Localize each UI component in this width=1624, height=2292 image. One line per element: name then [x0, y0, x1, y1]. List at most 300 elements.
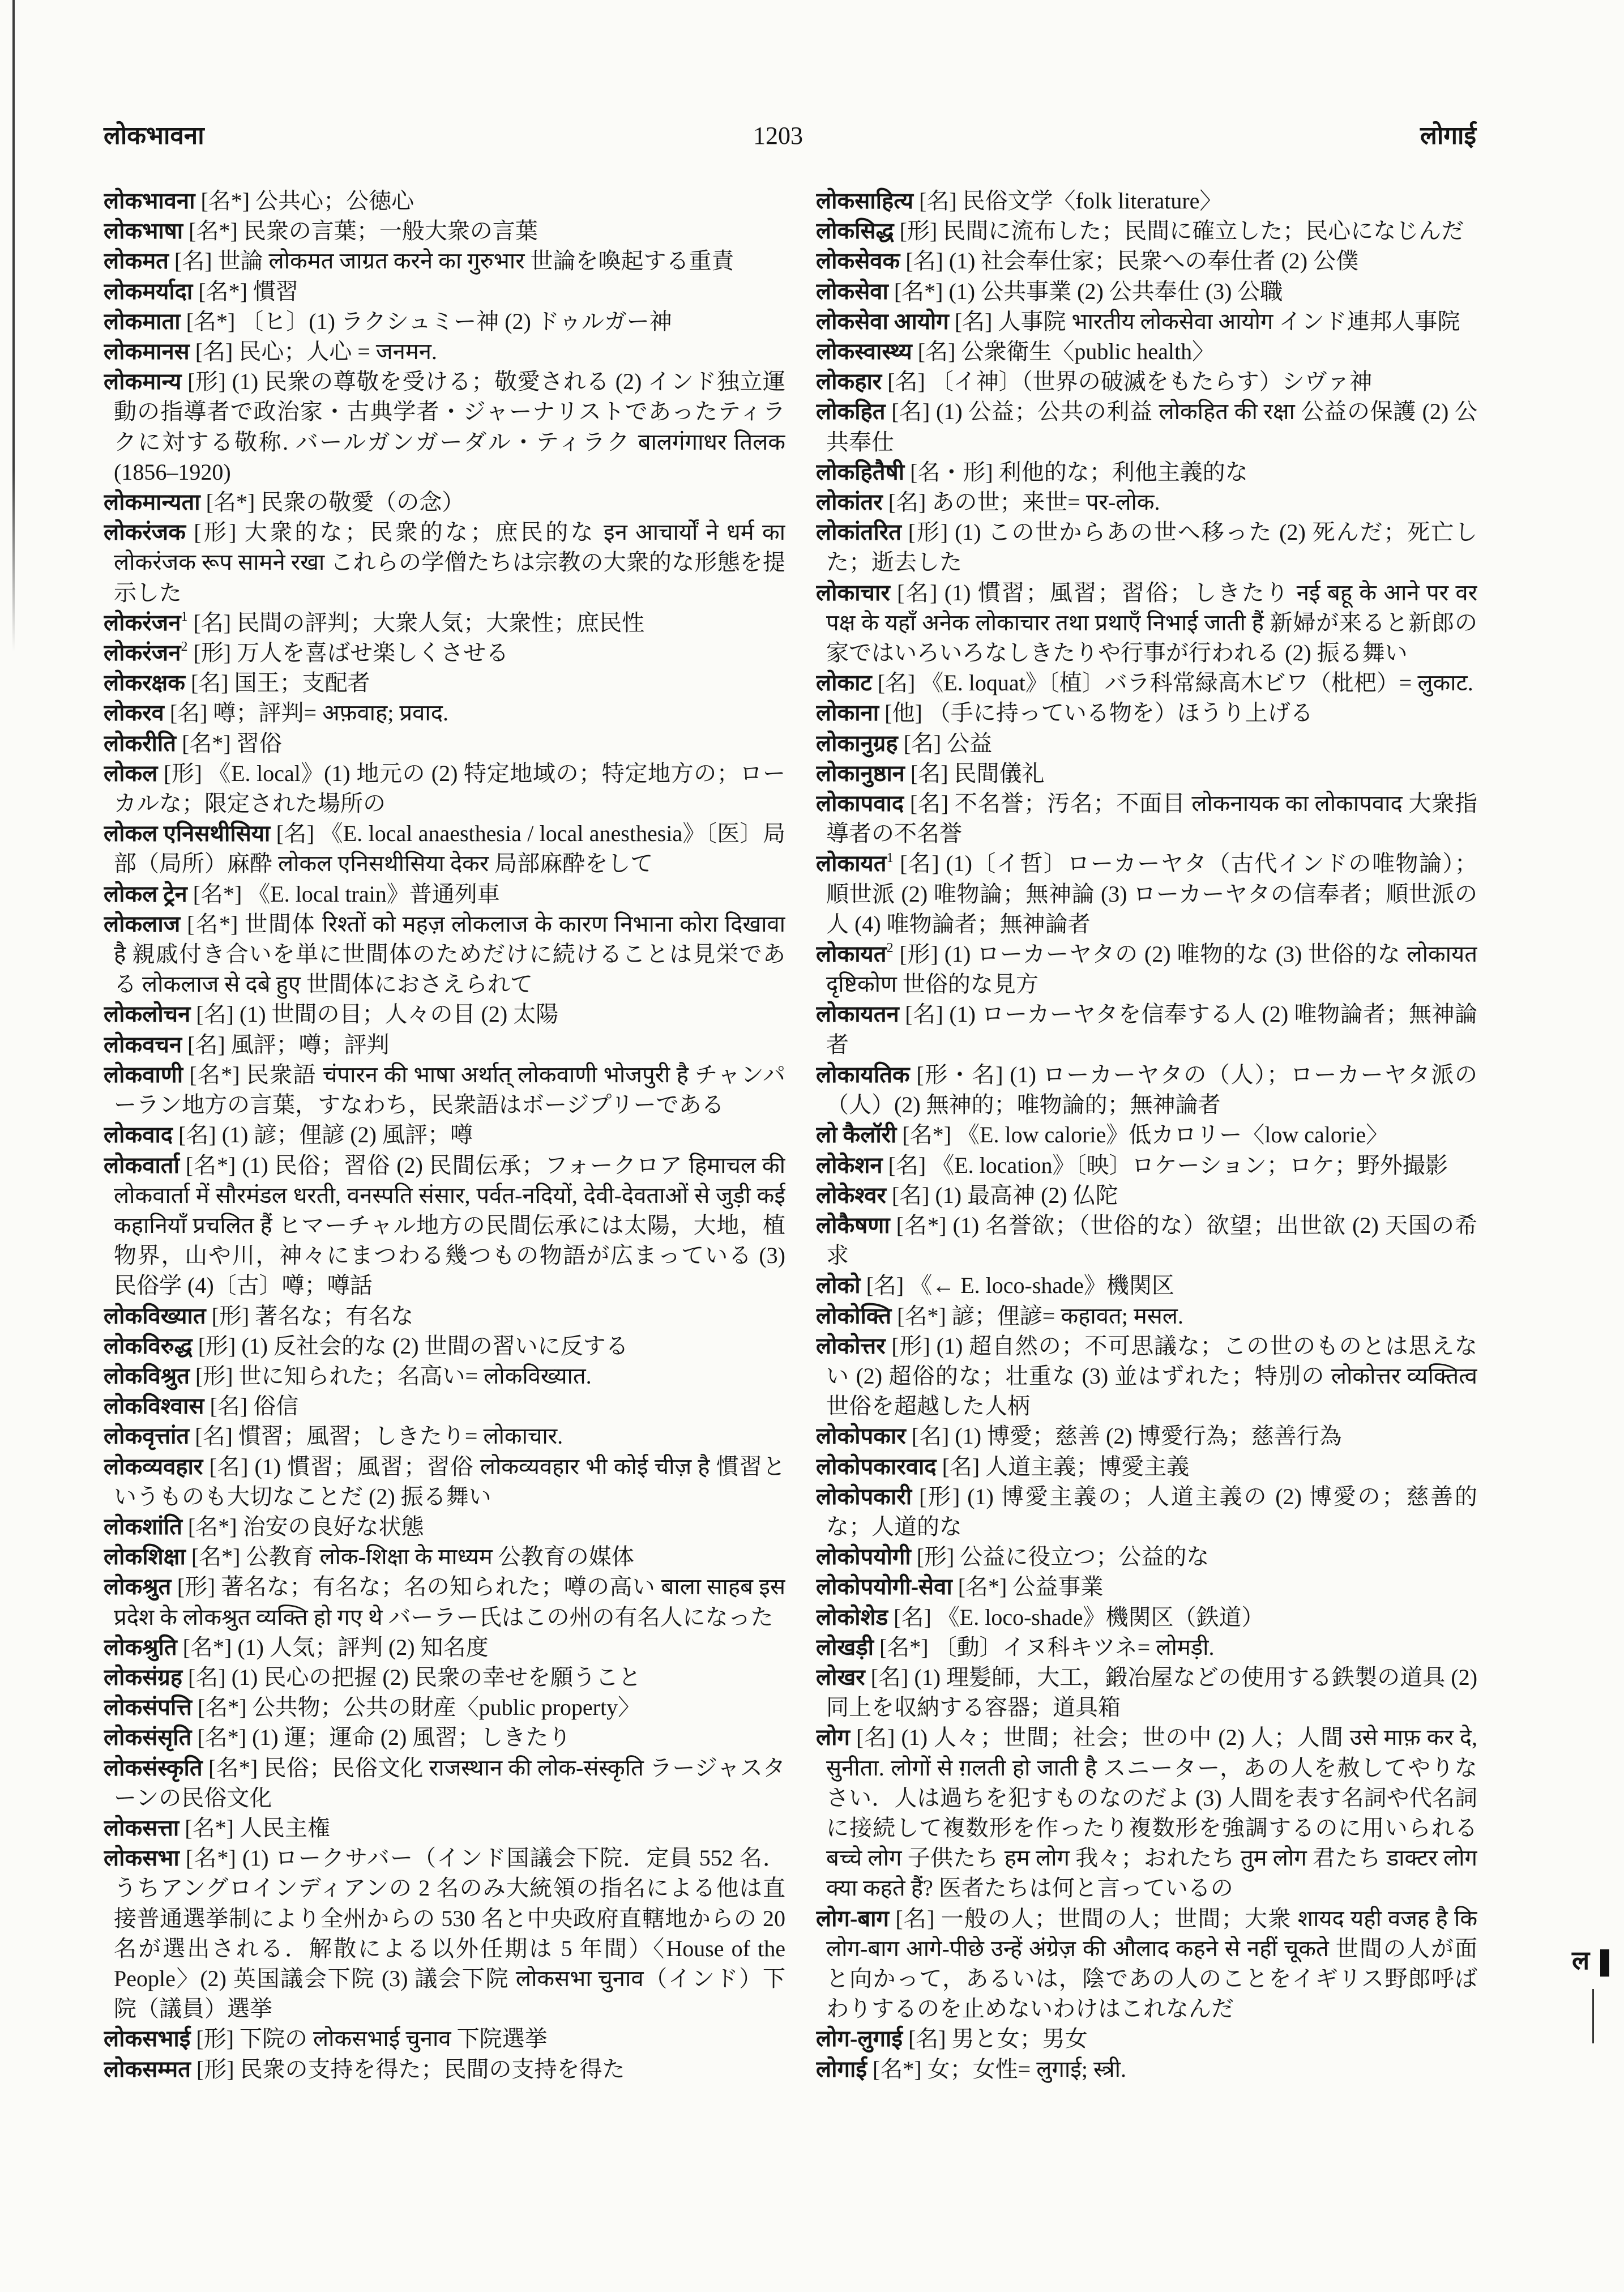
entry-headword: लोकसम्मत [104, 2056, 191, 2082]
dictionary-entry [816, 1120, 1477, 1150]
entry-headword: लोकसभा [104, 1845, 180, 1871]
entry-definition: (1) 諺；俚諺 (2) 風評；噂 [221, 1122, 473, 1148]
dictionary-entry [104, 668, 785, 698]
entry-definition: 世間体 रिश्तों को महज़ लोकलाज के कारण निभाना कोरा दिखावा है 親戚付き合いを単に世間体のためだけに続けることは見栄である लोकलाज से दबे हुए 世間体におさえられて [114, 911, 785, 997]
entry-definition: 世に知られた；名高い= लोकविख्यात. [238, 1363, 592, 1389]
entry-definition: 民衆語 चंपारन की भाषा अर्थात् लोकवाणी भोजपुरी है チャンパーラン地方の言葉，すなわち，民衆語はボージプリーである [114, 1061, 785, 1118]
part-of-speech: [名] [877, 670, 916, 696]
thumb-index-bar [1600, 1949, 1609, 1977]
entry-definition: (1) ローカーヤタの（人）；ローカーヤタ派の（人）(2) 無神的；唯物論的；無神論者 [826, 1061, 1477, 1118]
part-of-speech: [名] [178, 1122, 216, 1148]
entry-headword: लोग [816, 1725, 850, 1751]
part-of-speech: [名*] [187, 911, 238, 937]
entry-headword: लोकभावना [104, 188, 195, 214]
part-of-speech: [名・形] [910, 459, 993, 485]
entry-definition: (1) 公共事業 (2) 公共奉仕 (3) 公職 [948, 278, 1283, 304]
part-of-speech: [名] [888, 1152, 926, 1178]
dictionary-entry [816, 517, 1477, 577]
entry-headword: लोकोपयोगी-सेवा [816, 1574, 952, 1600]
first-guide-word: लोकभावना [104, 122, 204, 150]
entry-definition: 俗信 [253, 1393, 299, 1419]
dictionary-entry [104, 1843, 785, 2024]
part-of-speech: [名*] [187, 1513, 237, 1539]
dictionary-entry [816, 276, 1477, 306]
entry-definition: (1)〔イ哲〕ローカーヤタ（古代インドの唯物論）；順世派 (2) 唯物論；無神論 (3) ローカーヤタの信奉者；順世派の人 (4) 唯物論者；無神論者 [826, 851, 1477, 937]
entry-definition: 《E. local train》普通列車 [247, 881, 500, 907]
entry-headword: लोकसत्ता [104, 1815, 180, 1841]
part-of-speech: [名*] [186, 308, 236, 334]
part-of-speech: [形] [177, 1574, 216, 1600]
entry-headword: लोगाई [816, 2056, 867, 2082]
dictionary-entry [816, 1452, 1477, 1482]
entry-headword: लोकोपकारी [816, 1483, 912, 1509]
entry-definition: 《E. local》(1) 地元の (2) 特定地域の；特定地方の；ローカルな；限定された場所の [114, 760, 785, 817]
dictionary-entry [104, 336, 785, 366]
entry-definition: 著名な；有名な；名の知られた；噂の高い बाला साहब इस प्रदेश के लोकश्रुत व्यक्ति हो गए थे バーラー氏はこの州の有名人になった [114, 1574, 785, 1630]
part-of-speech: [名] [891, 1182, 930, 1208]
dictionary-entry [104, 879, 785, 909]
part-of-speech: [形] [916, 1544, 955, 1570]
dictionary-entry [816, 939, 1477, 999]
dictionary-entry [816, 2054, 1477, 2084]
dictionary-entry [816, 758, 1477, 788]
part-of-speech: [名*] [902, 1122, 952, 1148]
part-of-speech: [名*] [896, 1212, 947, 1238]
dictionary-entry [104, 366, 785, 487]
entry-headword: लोकोपकार [816, 1423, 906, 1449]
dictionary-entry [104, 728, 785, 758]
part-of-speech: [名] [909, 791, 949, 817]
entry-definition: (1) 博愛；慈善 (2) 博愛行為；慈善行為 [955, 1423, 1342, 1449]
part-of-speech: [形] [899, 218, 938, 244]
entry-headword: लोकसभाई [104, 2026, 191, 2052]
entry-headword: लोकशांति [104, 1513, 182, 1539]
dictionary-entry [816, 578, 1477, 668]
dictionary-entry [104, 186, 785, 216]
entry-headword: लोकसंसृति [104, 1725, 192, 1751]
entry-headword: लोकविख्यात [104, 1303, 206, 1329]
dictionary-entry [816, 306, 1477, 336]
part-of-speech: [名] [195, 1423, 233, 1449]
dictionary-entry [816, 788, 1477, 848]
dictionary-entry [816, 2024, 1477, 2054]
dictionary-entry [104, 246, 785, 276]
entry-headword: लोकहितैषी [816, 459, 905, 485]
homograph-number: 1 [886, 850, 894, 865]
entry-definition: あの世；来世= पर-लोक. [931, 489, 1160, 515]
dictionary-entry [104, 1542, 785, 1572]
entry-definition: 慣習 [253, 278, 298, 304]
entry-definition: 人事院 भारतीय लोकसेवा आयोग インド連邦人事院 [998, 308, 1460, 334]
entry-definition: (1) 民俗；習俗 (2) 民間伝承；フォークロア हिमाचल की लोकवार्ता में सौरमंडल धरती, वनस्पति संसार, पर्वत-नदियों, देवी-देवताओं से जुड़ी कई कहानियाँ प्रचलित हैं ヒマーチャル地方の民間伝承には太陽，大地，植物界，山や川，神々にまつわる幾つもの物語が広まっている (3) 民俗学 (4)〔古〕噂；噂話 [114, 1152, 785, 1299]
dictionary-entry [104, 909, 785, 1000]
entry-headword: लोकरंजक [104, 519, 186, 545]
entry-headword: लोकवाणी [104, 1061, 183, 1087]
entry-headword: लोकहार [816, 369, 882, 395]
entry-definition: 人民主権 [239, 1815, 330, 1841]
dictionary-entry [104, 2024, 785, 2054]
part-of-speech: [名*] [894, 278, 943, 304]
dictionary-entry [816, 728, 1477, 758]
part-of-speech: [名*] [206, 489, 255, 515]
part-of-speech: [名] [169, 700, 208, 726]
part-of-speech: [名] [187, 1031, 225, 1057]
entry-headword: लोकसंस्कृति [104, 1755, 203, 1781]
dictionary-entry [104, 999, 785, 1029]
dictionary-entry [816, 848, 1477, 939]
dictionary-entry [816, 487, 1477, 517]
entry-headword: लोकैषणा [816, 1212, 890, 1238]
entry-headword: लोकस्वास्थ्य [816, 339, 912, 365]
entry-definition: 《E. loco-shade》機関区（鉄道） [937, 1604, 1264, 1630]
entry-definition: (1) 公益；公共の利益 लोकहित की रक्षा 公益の保護 (2) 公共奉仕 [826, 399, 1477, 455]
entry-headword: लोखड़ी [816, 1634, 874, 1660]
entry-definition: 〔イ神〕（世界の破滅をもたらす）シヴァ神 [930, 369, 1373, 395]
entry-headword: लोकापवाद [816, 791, 904, 817]
entry-definition: 一般の人；世間の人；世間；大衆 शायद यही वजह है कि लोग-बाग आगे-पीछे उन्हें अंग्रेज़ की औलाद कहने से नहीं चूकते 世間の人が面と向かって，あるいは，陰であの人のことをイギリス野郎呼ばわりするのを止めないわけはこれなんだ [826, 1905, 1477, 2022]
dictionary-entry [816, 1602, 1477, 1632]
part-of-speech: [名] [887, 369, 925, 395]
entry-headword: लोकव्यवहार [104, 1453, 203, 1479]
dictionary-entry [104, 1361, 785, 1391]
part-of-speech: [名] [900, 851, 939, 877]
part-of-speech: [名*] [182, 730, 231, 756]
entry-headword: लोकायत [816, 851, 887, 877]
entry-definition: (1) 慣習；風習；習俗 लोकव्यवहार भी कोई चीज़ है 慣習というものも大切なことだ (2) 振る舞い [114, 1453, 785, 1509]
homograph-number: 2 [886, 941, 894, 956]
part-of-speech: [名] [174, 248, 212, 274]
part-of-speech: [名*] [200, 188, 250, 214]
part-of-speech: [名] [196, 1001, 234, 1027]
dictionary-entry [104, 1331, 785, 1361]
dictionary-entry [104, 1301, 785, 1331]
entry-definition: 民衆の言葉；一般大衆の言葉 [243, 218, 538, 244]
part-of-speech: [名*] [958, 1574, 1007, 1600]
entry-headword: लोकल एनिसथीसिया [104, 821, 271, 847]
dictionary-entry [816, 457, 1477, 487]
entry-headword: लोग-बाग [816, 1905, 890, 1931]
dictionary-entry [816, 246, 1477, 276]
part-of-speech: [名] [911, 1423, 950, 1449]
entry-headword: लोकसेवक [816, 248, 900, 274]
part-of-speech: [名*] [185, 1845, 236, 1871]
entry-headword: लोकानुग्रह [816, 730, 898, 756]
entry-definition: (1) ローカーヤタの (2) 唯物的な (3) 世俗的な लोकायत दृष्टिकोण 世俗的な見方 [826, 941, 1477, 997]
dictionary-entry [104, 1150, 785, 1301]
entry-definition: 民心；人心 = जनमन. [238, 339, 437, 365]
entry-definition: 民俗；民俗文化 राजस्थान की लोक-संस्कृति ラージャスターンの民俗文化 [114, 1755, 785, 1811]
part-of-speech: [名] [895, 1905, 935, 1931]
dictionary-entry [816, 1331, 1477, 1422]
entry-headword: लोकांतर [816, 489, 883, 515]
entry-headword: लोकोपयोगी [816, 1544, 911, 1570]
part-of-speech: [形] [908, 519, 948, 545]
entry-headword: लोकाना [816, 700, 879, 726]
entry-headword: लोकरीति [104, 730, 177, 756]
entry-definition: 国王；支配者 [234, 670, 370, 696]
part-of-speech: [名*] [189, 218, 238, 244]
entry-definition: (1) 理髪師，大工，鍛冶屋などの使用する鉄製の道具 (2) 同上を収納する容器；道具箱 [826, 1664, 1477, 1721]
entry-headword: लोकविश्रुत [104, 1363, 190, 1389]
part-of-speech: [名] [888, 489, 926, 515]
entry-definition: (1) この世からあの世へ移った (2) 死んだ；死亡した；逝去した [826, 519, 1477, 575]
entry-headword: लो कैलॉरी [816, 1122, 897, 1148]
entry-definition: 公益事業 [1012, 1574, 1104, 1600]
dictionary-entry [104, 276, 785, 306]
entry-definition: 公益 [947, 730, 993, 756]
dictionary-entry [816, 336, 1477, 366]
dictionary-entry [816, 396, 1477, 456]
entry-definition: (1) 人々；世間；社会；世の中 (2) 人；人間 उसे माफ़ कर दे, सुनीता. लोगों से ग़लती हो जाती है スニーター，あの人を赦してやりなさい．人は過ちを犯すものなのだよ (3) 人間を表す名詞や代名詞に接続して複数形を作ったり複数形を強調するのに用いられる बच्चे लोग 子供たち हम लोग 我々；おれたち तुम लोग 君たち डाक्टर लोग क्या कहते हैं? 医者たちは何と言っているの [826, 1725, 1477, 1901]
dictionary-entry [816, 1542, 1477, 1572]
entry-definition: 民衆の支持を得た；民間の支持を得た [240, 2056, 625, 2082]
part-of-speech: [形] [193, 640, 232, 666]
entry-headword: लोकमान्य [104, 369, 182, 395]
dictionary-entry [816, 1060, 1477, 1120]
part-of-speech: [名] [905, 1001, 943, 1027]
part-of-speech: [名] [193, 609, 232, 635]
entry-definition: (1) 運；運命 (2) 風習；しきたり [252, 1725, 571, 1751]
entry-headword: लोकल ट्रेन [104, 881, 187, 907]
entry-definition: 諺；俚諺= कहावत; मसल. [951, 1303, 1183, 1329]
entry-definition: (1) 超自然の；不可思議な；この世のものとは思えない (2) 超俗的な；壮重な (3) 並はずれた；特別の लोकोत्तर व्यक्तित्व 世俗を超越した人柄 [826, 1333, 1477, 1419]
entry-headword: लोग-लुगाई [816, 2026, 903, 2052]
part-of-speech: [形] [918, 1483, 960, 1509]
entry-headword: लोकसिद्ध [816, 218, 894, 244]
dictionary-entry [816, 1632, 1477, 1662]
entry-headword: लोकमत [104, 248, 169, 274]
entry-headword: लोकलोचन [104, 1001, 191, 1027]
entry-headword: लोकविरुद्ध [104, 1333, 193, 1359]
dictionary-entry [104, 1722, 785, 1752]
entry-definition: 《E. loquat》〔植〕バラ科常緑高木ビワ（枇杷）= लुकाट. [921, 670, 1473, 696]
part-of-speech: [他] [884, 700, 922, 726]
homograph-number: 2 [181, 639, 188, 655]
part-of-speech: [名*] [197, 1695, 247, 1721]
dictionary-entry [104, 517, 785, 608]
entry-definition: 公益に役立つ；公益的な [960, 1544, 1210, 1570]
entry-definition: (1) 社会奉仕家；民衆への奉仕者 (2) 公僕 [948, 248, 1359, 274]
entry-definition: 公共物；公共の財産〈public property〉 [252, 1695, 641, 1721]
part-of-speech: [形] [194, 519, 237, 545]
part-of-speech: [名*] [193, 881, 242, 907]
part-of-speech: [形] [187, 369, 226, 395]
part-of-speech: [形] [196, 2056, 234, 2082]
part-of-speech: [名*] [208, 1755, 258, 1781]
dictionary-entry [104, 818, 785, 878]
right-column [816, 186, 1477, 2259]
part-of-speech: [形] [891, 1333, 930, 1359]
entry-definition: (1) 最高神 (2) 仏陀 [935, 1182, 1118, 1208]
part-of-speech: [名] [195, 339, 233, 365]
part-of-speech: [名*] [185, 1815, 234, 1841]
entry-definition: 民間儀礼 [954, 760, 1045, 786]
part-of-speech: [名*] [897, 1303, 946, 1329]
entry-headword: लोकमानस [104, 339, 190, 365]
entry-headword: लोकोशेड [816, 1604, 888, 1630]
entry-definition: 公教育 लोक-शिक्षा के माध्यम 公教育の媒体 [246, 1544, 634, 1570]
dictionary-entry [104, 2054, 785, 2084]
entry-headword: लोकभाषा [104, 218, 183, 244]
dictionary-entry [816, 1301, 1477, 1331]
part-of-speech: [名] [894, 1604, 931, 1630]
entry-definition: 著名な；有名な [255, 1303, 414, 1329]
entry-headword: लोकमर्यादा [104, 278, 193, 304]
dictionary-entry [104, 216, 785, 246]
entry-definition: (1) 民衆の尊敬を受ける；敬愛される (2) インド独立運動の指導者で政治家・古典学者・ジャーナリストであったティラクに対する敬称. バールガンガーダル・ティラク बालगंगाधर तिलक (1856–1920) [114, 369, 785, 485]
dictionary-entry [104, 1662, 785, 1692]
page-number: 1203 [753, 122, 803, 150]
entry-headword: लोकरव [104, 700, 164, 726]
entry-headword: लोकाट [816, 670, 872, 696]
dictionary-entry [104, 698, 785, 728]
part-of-speech: [名] [276, 821, 315, 847]
entry-definition: (1) 人気；評判 (2) 知名度 [237, 1634, 489, 1660]
dictionary-entry [104, 1452, 785, 1512]
scan-edge-line [12, 0, 15, 651]
entry-headword: लोखर [816, 1664, 865, 1690]
dictionary-entry [104, 1391, 785, 1421]
dictionary-entry [816, 698, 1477, 728]
entry-definition: (1) 博愛主義の；人道主義の (2) 博愛の；慈善的な；人道的な [826, 1483, 1477, 1539]
dictionary-entry [104, 1572, 785, 1632]
part-of-speech: [名] [942, 1453, 980, 1479]
entry-definition: (1) ロークサバー（インド国議会下院．定員 552 名．うちアングロインディアンの 2 名のみ大統領の指名による他は直接普通選挙制により全州からの 530 名と中央政府直轄地からの 20 名が選出される．解散による以外任期は 5 年間）〈House of the People〉(2) 英国議会下院 (3) 議会下院 लोकसभा चुनाव（インド）下院（議員）選挙 [114, 1845, 785, 2022]
entry-headword: लोकरंजन [104, 640, 181, 666]
entry-definition: (1) ローカーヤタを信奉する人 (2) 唯物論者；無神論者 [826, 1001, 1477, 1057]
part-of-speech: [名] [917, 339, 956, 365]
part-of-speech: [形] [196, 2026, 234, 2052]
entry-definition: 万人を喜ばせ楽しくさせる [237, 640, 509, 666]
dictionary-entry [104, 638, 785, 668]
entry-definition: 女；女性= लुगाई; स्त्री. [927, 2056, 1126, 2082]
part-of-speech: [名*] [873, 2056, 922, 2082]
dictionary-entry [816, 1180, 1477, 1210]
entry-definition: 民間に流布した；民間に確立した；民心になじんだ [943, 218, 1464, 244]
entry-definition: 公衆衛生〈public health〉 [961, 339, 1215, 365]
dictionary-entry [104, 1632, 785, 1662]
entry-headword: लोकोपकारवाद [816, 1453, 937, 1479]
part-of-speech: [形] [198, 1333, 236, 1359]
entry-definition: 下院の लोकसभाई चुनाव 下院選挙 [240, 2026, 548, 2052]
entry-headword: लोकायतिक [816, 1061, 910, 1087]
entry-definition: (1) 名誉欲；（世俗的な）欲望；出世欲 (2) 天国の希求 [826, 1212, 1477, 1269]
dictionary-entry [816, 1903, 1477, 2024]
part-of-speech: [名] [188, 1664, 226, 1690]
entry-definition: (1) 反社会的な (2) 世間の習いに反する [241, 1333, 629, 1359]
part-of-speech: [名*] [185, 1152, 236, 1178]
entry-definition: 男と女；男女 [951, 2026, 1088, 2052]
entry-headword: लोकानुष्ठान [816, 760, 905, 786]
entry-headword: लोकोत्तर [816, 1333, 886, 1359]
entry-headword: लोकायत [816, 941, 887, 967]
entry-definition: 《E. local anaesthesia / local anesthesia》〔医〕局部（局所）麻酔 लोकल एनिसथीसिया देकर 局部麻酔をして [114, 821, 785, 877]
entry-definition: 《E. low calorie》低カロリー〈low calorie〉 [957, 1122, 1389, 1148]
entry-definition: （手に持っている物を）ほうり上げる [928, 700, 1313, 726]
dictionary-entry [816, 1210, 1477, 1270]
part-of-speech: [名] [210, 1393, 248, 1419]
entry-headword: लोकसेवा [816, 278, 888, 304]
part-of-speech: [名*] [197, 1725, 247, 1751]
part-of-speech: [名] [897, 579, 938, 605]
thumb-index-tick [1592, 1989, 1594, 2043]
dictionary-entry [816, 1572, 1477, 1602]
dictionary-entry [816, 1421, 1477, 1451]
dictionary-entry [104, 608, 785, 638]
part-of-speech: [形] [163, 760, 202, 786]
dictionary-entry [104, 1753, 785, 1813]
entry-headword: लोकायतन [816, 1001, 899, 1027]
dictionary-entry [816, 999, 1477, 1059]
part-of-speech: [形] [195, 1363, 233, 1389]
entry-headword: लोकेश्वर [816, 1182, 886, 1208]
entry-definition: 公共心；公徳心 [255, 188, 414, 214]
dictionary-entry [104, 1512, 785, 1542]
entry-definition: 慣習；風習；しきたり= लोकाचार. [238, 1423, 563, 1449]
part-of-speech: [名*] [198, 278, 247, 304]
entry-definition: 《E. location》〔映〕ロケーション；ロケ；野外撮影 [931, 1152, 1448, 1178]
entry-headword: लोकवचन [104, 1031, 182, 1057]
part-of-speech: [形] [899, 941, 938, 967]
last-guide-word: लोगाई [1420, 122, 1476, 150]
part-of-speech: [名] [919, 188, 957, 214]
entry-headword: लोकविश्वास [104, 1393, 204, 1419]
entry-definition: 利他的な；利他主義的な [998, 459, 1248, 485]
entry-definition: 民間の評判；大衆人気；大衆性；庶民性 [237, 609, 645, 635]
part-of-speech: [名] [903, 730, 942, 756]
entry-definition: 噂；評判= अफ़वाह; प्रवाद. [213, 700, 448, 726]
entry-headword: लोकसाहित्य [816, 188, 913, 214]
entry-definition: (1) 慣習；風習；習俗；しきたり नई बहू के आने पर वर पक्ष के यहाँ अनेक लोकाचार तथा प्रथाएँ निभाई जाती हैं 新婦が来ると新郎の家ではいろいろなしきたりや行事が行われる (2) 振る舞い [826, 579, 1477, 666]
entry-headword: लोकोक्ति [816, 1303, 892, 1329]
part-of-speech: [名*] [191, 1544, 241, 1570]
dictionary-entry [104, 758, 785, 818]
entry-headword: लोकशिक्षा [104, 1544, 186, 1570]
entry-headword: लोकाचार [816, 579, 890, 605]
entry-headword: लोकांतरित [816, 519, 901, 545]
entry-headword: लोकसंग्रह [104, 1664, 183, 1690]
dictionary-entry [816, 1150, 1477, 1180]
left-column [104, 186, 785, 2259]
entry-headword: लोकरक्षक [104, 670, 185, 696]
entry-headword: लोकसेवा आयोग [816, 308, 949, 334]
dictionary-entry [816, 186, 1477, 216]
dictionary-entry [104, 1060, 785, 1120]
part-of-speech: [名*] [189, 1061, 240, 1087]
entry-definition: 風評；噂；評判 [230, 1031, 390, 1057]
entry-definition: 人道主義；博愛主義 [985, 1453, 1190, 1479]
dictionary-entry [816, 1722, 1477, 1903]
part-of-speech: [形] [211, 1303, 250, 1329]
entry-definition: 不名誉；汚名；不面目 लोकनायक का लोकापवाद 大衆指導者の不名誉 [826, 791, 1477, 847]
thumb-index-letter: ल [1572, 1946, 1590, 1975]
dictionary-entry [104, 487, 785, 517]
entry-headword: लोकवाद [104, 1122, 173, 1148]
entry-headword: लोकमाता [104, 308, 181, 334]
dictionary-entry [104, 1030, 785, 1060]
part-of-speech: [名] [891, 399, 930, 425]
running-head [104, 116, 1476, 156]
entry-headword: लोकरंजन [104, 609, 181, 635]
entry-definition: 《← E. loco-shade》機関区 [909, 1273, 1174, 1299]
part-of-speech: [形・名] [916, 1061, 1003, 1087]
entry-definition: 大衆的な；民衆的な；庶民的な इन आचार्यों ने धर्म का लोकरंजक रूप सामने रखा これらの学僧たちは宗教の大衆的な形態を提示した [114, 519, 785, 605]
part-of-speech: [名] [910, 760, 948, 786]
entry-headword: लोकल [104, 760, 158, 786]
part-of-speech: [名*] [879, 1634, 929, 1660]
dictionary-entry [816, 216, 1477, 246]
entry-headword: लोकेशन [816, 1152, 883, 1178]
